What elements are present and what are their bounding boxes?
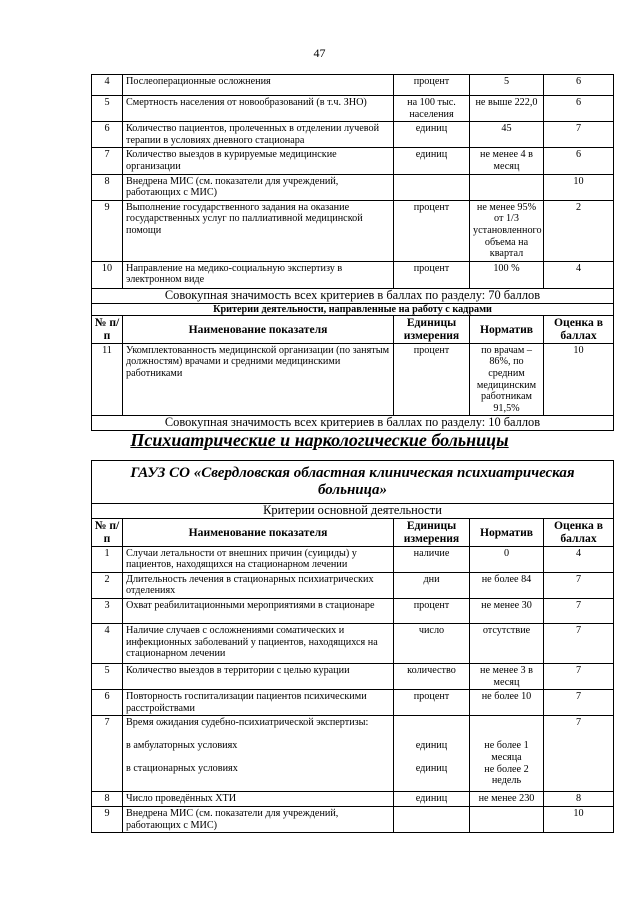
row-score: 7 (544, 623, 614, 663)
row-name: Повторность госпитализации пациентов психическими расстройствами (123, 690, 394, 716)
row-score: 6 (544, 75, 614, 96)
row-num: 10 (92, 261, 123, 288)
row-unit-1: единиц (415, 740, 448, 752)
row-score: 10 (544, 174, 614, 200)
header-unit: Единицы измерения (394, 518, 470, 546)
row-unit-2: единиц (415, 762, 448, 774)
row-num: 4 (92, 623, 123, 663)
row-name: Направление на медико-социальную экспертизу в электронном виде (123, 261, 394, 288)
row-unit: на 100 тыс. населения (394, 96, 470, 122)
row-norm-2: не более 2 недель (484, 763, 529, 787)
table-row (92, 572, 614, 598)
table-row (92, 716, 614, 792)
table-row (92, 75, 614, 96)
row-norm: не менее 4 в месяц (470, 148, 544, 174)
row-name: Длительность лечения в стационарных психиатрических отделениях (123, 572, 394, 598)
header-num: № п/п (92, 315, 123, 343)
total-score-text: Совокупная значимость всех критериев в баллах по разделу: 10 баллов (92, 416, 614, 431)
row-score: 4 (544, 261, 614, 288)
table-row (92, 174, 614, 200)
institution-row (92, 461, 614, 504)
row-name: Количество выездов в курируемые медицинские организации (123, 148, 394, 174)
row-norm: не менее 30 (470, 598, 544, 623)
row-name: Укомплектованность медицинской организации (по занятым должностям) врачами и средними медицинскими работниками (123, 343, 394, 416)
row-name: Охват реабилитационными мероприятиями в стационаре (123, 598, 394, 623)
row-unit: процент (394, 690, 470, 716)
row-score: 4 (544, 546, 614, 572)
row-unit: наличие (394, 546, 470, 572)
row-unit: единиц (394, 122, 470, 148)
row-score: 6 (544, 148, 614, 174)
row-name: Случаи летальности от внешних причин (суициды) у пациентов, находящихся на стационарном лечении (123, 546, 394, 572)
row-num: 9 (92, 200, 123, 261)
row-norm: 5 (470, 75, 544, 96)
section-row (92, 303, 614, 315)
row-num: 8 (92, 792, 123, 807)
row-num: 2 (92, 572, 123, 598)
row-unit (394, 174, 470, 200)
row-num: 8 (92, 174, 123, 200)
row-unit: дни (394, 572, 470, 598)
total-row (92, 416, 614, 431)
table-row (92, 663, 614, 689)
row-norm: отсутствие (470, 623, 544, 663)
row-num: 3 (92, 598, 123, 623)
institution-name: ГАУЗ СО «Свердловская областная клиническая психиатрическая больница» (92, 461, 614, 504)
table-row (92, 261, 614, 288)
row-score: 7 (544, 598, 614, 623)
row-unit: процент (394, 598, 470, 623)
row-score: 10 (544, 343, 614, 416)
criteria-title: Критерии основной деятельности (92, 504, 614, 519)
row-norm-1: не более 1 месяца (484, 740, 529, 763)
row-num: 7 (92, 148, 123, 174)
row-name: Смертность населения от новообразований (в т.ч. ЗНО) (123, 96, 394, 122)
table-row (92, 598, 614, 623)
row-unit: единиц (394, 792, 470, 807)
row-num: 6 (92, 122, 123, 148)
total-score-text: Совокупная значимость всех критериев в баллах по разделу: 70 баллов (92, 288, 614, 303)
row-unit: число (394, 623, 470, 663)
section-heading: Психиатрические и наркологические больницы (130, 430, 509, 450)
table-row (92, 623, 614, 663)
row-score: 6 (544, 96, 614, 122)
table-row (92, 806, 614, 832)
row-num: 1 (92, 546, 123, 572)
row-unit: количество (394, 663, 470, 689)
section-title: Критерии деятельности, направленные на работу с кадрами (92, 303, 614, 315)
row-unit: процент (394, 75, 470, 96)
row-score: 10 (544, 806, 614, 832)
row-norm: не более 84 (470, 572, 544, 598)
header-unit: Единицы измерения (394, 315, 470, 343)
row-num: 5 (92, 663, 123, 689)
page-number: 47 (313, 46, 326, 60)
header-name: Наименование показателя (123, 518, 394, 546)
row-name: Выполнение государственного задания на оказание государственных услуг по паллиативной медицинской помощи (123, 200, 394, 261)
table-row (92, 148, 614, 174)
table-row (92, 546, 614, 572)
criteria-title-row (92, 504, 614, 519)
row-name: Внедрена МИС (см. показатели для учреждений, работающих с МИС) (123, 174, 394, 200)
row-norm: не менее 3 в месяц (470, 663, 544, 689)
row-norm: 0 (470, 546, 544, 572)
row-name: Наличие случаев с осложнениями соматических и инфекционных заболеваний у пациентов, находящихся на стационарном лечении (123, 623, 394, 663)
criteria-table-2 (91, 460, 614, 833)
header-score: Оценка в баллах (544, 518, 614, 546)
row-norm: не менее 95% от 1/3 установленного объема на квартал (470, 200, 544, 261)
row-norm: не более 10 (470, 690, 544, 716)
row-norm: не выше 222,0 (470, 96, 544, 122)
row-name: Количество выездов в территории с целью курации (123, 663, 394, 689)
table-row (92, 690, 614, 716)
header-name: Наименование показателя (123, 315, 394, 343)
row-unit: единиц (394, 148, 470, 174)
header-row (92, 315, 614, 343)
table-row (92, 122, 614, 148)
header-score: Оценка в баллах (544, 315, 614, 343)
row-norm (470, 716, 544, 792)
row-name-sub2: в стационарных условиях (126, 762, 238, 774)
row-norm: по врачам – 86%, по средним медицинским работникам 91,5% (470, 343, 544, 416)
row-unit: процент (394, 343, 470, 416)
header-norm: Норматив (470, 518, 544, 546)
table-row (92, 200, 614, 261)
row-name: Послеоперационные осложнения (123, 75, 394, 96)
row-name-sub1: в амбулаторных условиях (126, 739, 238, 751)
row-num: 5 (92, 96, 123, 122)
row-num: 11 (92, 343, 123, 416)
row-name: Количество пациентов, пролеченных в отделении лучевой терапии в условиях дневного стационара (123, 122, 394, 148)
row-unit (394, 716, 470, 792)
row-num: 9 (92, 806, 123, 832)
row-name: Внедрена МИС (см. показатели для учреждений, работающих с МИС) (123, 806, 394, 832)
row-score: 7 (544, 572, 614, 598)
table-row (92, 792, 614, 807)
row-unit (394, 806, 470, 832)
criteria-table-1 (91, 74, 614, 431)
row-norm: 45 (470, 122, 544, 148)
table-row (92, 343, 614, 416)
row-num: 4 (92, 75, 123, 96)
row-norm (470, 806, 544, 832)
row-score: 7 (544, 716, 614, 792)
row-norm: не менее 230 (470, 792, 544, 807)
row-name-main: Время ожидания судебно-психиатрической экспертизы: (126, 717, 369, 729)
row-norm (470, 174, 544, 200)
row-score: 7 (544, 122, 614, 148)
row-score: 8 (544, 792, 614, 807)
row-norm: 100 % (470, 261, 544, 288)
row-unit: процент (394, 261, 470, 288)
row-unit: процент (394, 200, 470, 261)
row-num: 6 (92, 690, 123, 716)
header-num: № п/п (92, 518, 123, 546)
total-row (92, 288, 614, 303)
table-row (92, 96, 614, 122)
row-score: 7 (544, 690, 614, 716)
row-name: Число проведённых ХТИ (123, 792, 394, 807)
row-score: 2 (544, 200, 614, 261)
header-row (92, 518, 614, 546)
header-norm: Норматив (470, 315, 544, 343)
row-name (123, 716, 394, 792)
row-num: 7 (92, 716, 123, 792)
row-score: 7 (544, 663, 614, 689)
